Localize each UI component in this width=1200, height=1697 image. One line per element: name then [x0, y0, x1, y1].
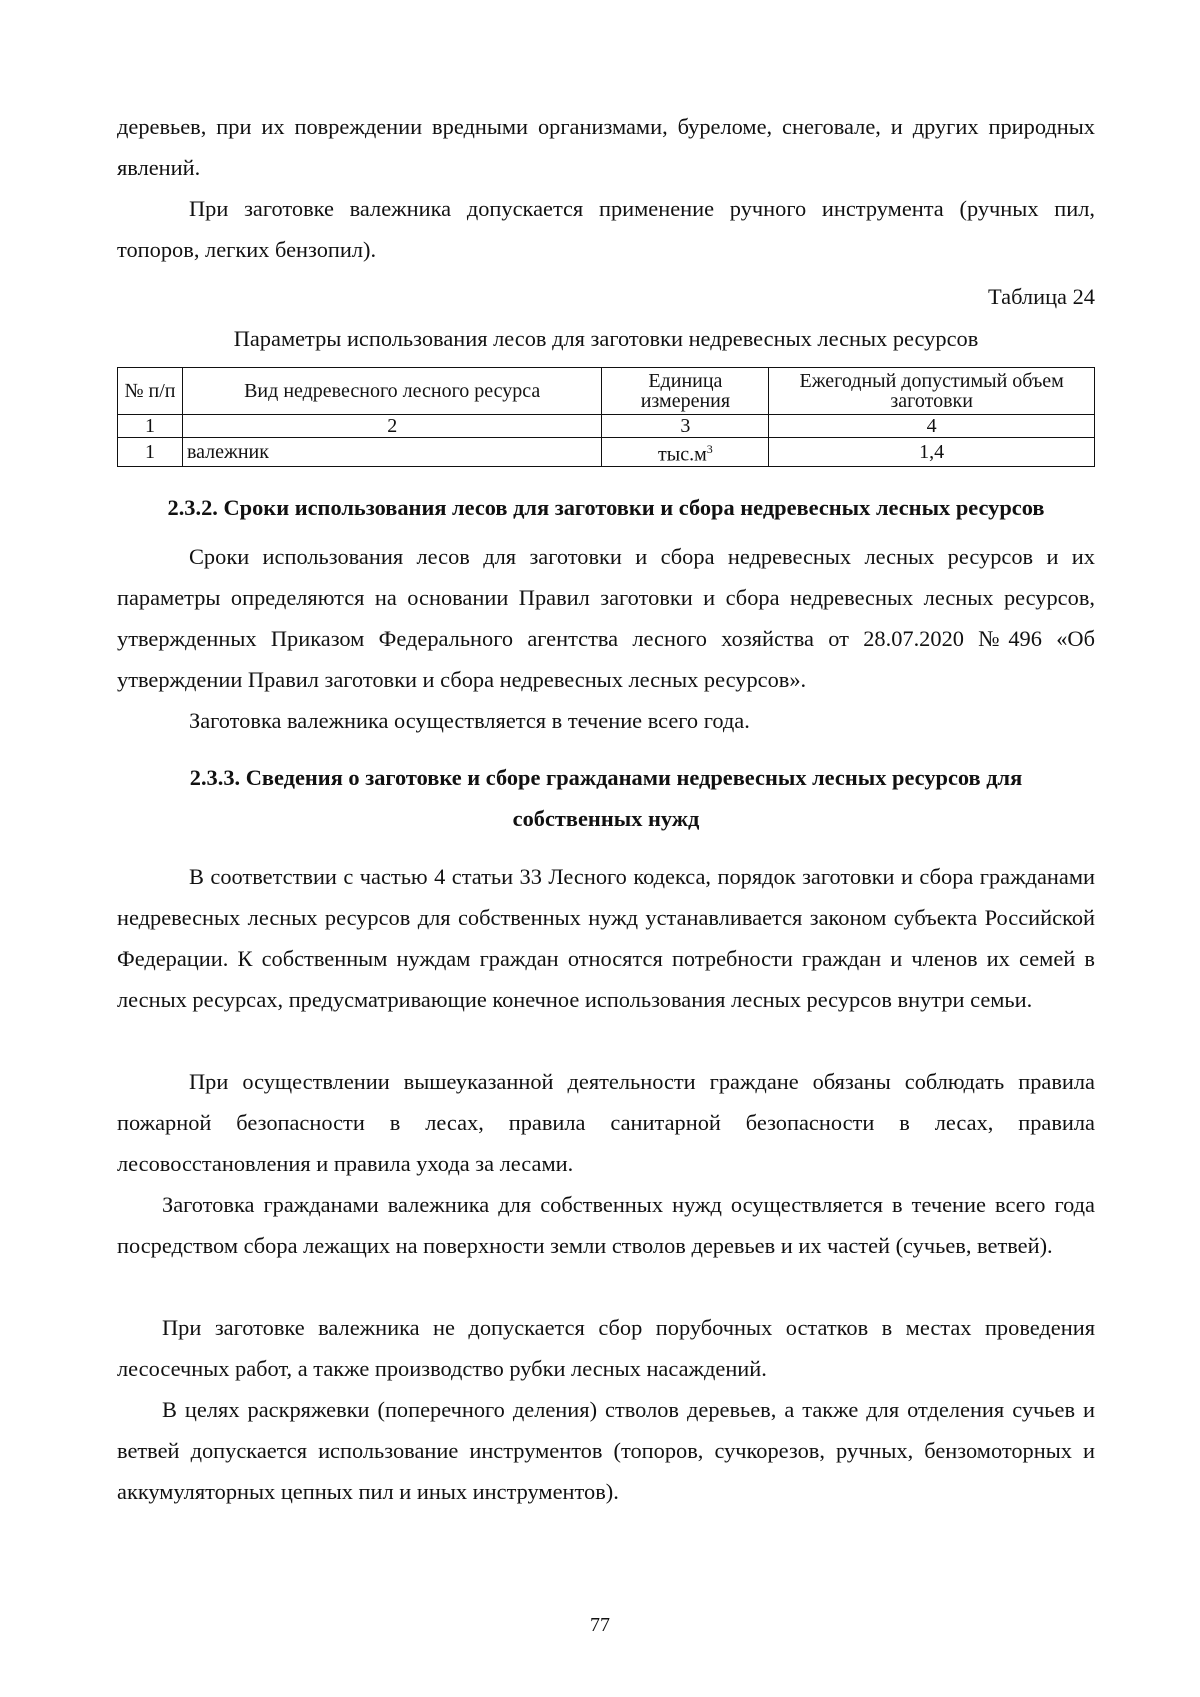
- row-unit: [602, 438, 769, 467]
- table-caption: Параметры использования лесов для заготовки недревесных лесных ресурсов: [233, 326, 979, 351]
- index-cell: 4: [769, 415, 1095, 438]
- section-232-heading: 2.3.2. Сроки использования лесов для заготовки и сбора недревесных лесных ресурсов: [167, 495, 1045, 520]
- header-volume: Ежегодный допустимый объем заготовки: [769, 368, 1095, 415]
- row-volume: 1,4: [769, 438, 1095, 467]
- section-233-heading-line1: 2.3.3. Сведения о заготовке и сборе гражданами недревесных лесных ресурсов для: [189, 765, 1023, 790]
- section-233-paragraph-4: При заготовке валежника не допускается сбор порубочных остатков в местах проведения лесосечных работ, а также производство рубки лесных насаждений.: [117, 1315, 1095, 1381]
- page-number: 77: [590, 1614, 610, 1636]
- header-resource: Вид недревесного лесного ресурса: [182, 368, 602, 415]
- section-233-heading-line2: собственных нужд: [512, 806, 700, 831]
- table-header-row: [118, 368, 1095, 415]
- unit-superscript: 3: [706, 442, 713, 456]
- header-unit: Единица измерения: [602, 368, 769, 415]
- parameters-table: [117, 367, 1095, 467]
- header-num: № п/п: [118, 368, 183, 415]
- section-233-paragraph-2: При осуществлении вышеуказанной деятельности граждане обязаны соблюдать правила пожарной безопасности в лесах, правила санитарной безопасности в лесах, правила лесовосстановления и правила ухода за лесами.: [117, 1069, 1095, 1176]
- paragraph-continuation: деревьев, при их повреждении вредными организмами, буреломе, снеговале, и других природных явлений.: [117, 114, 1095, 180]
- table-index-row: [118, 415, 1095, 438]
- row-num: 1: [118, 438, 183, 467]
- section-233-paragraph-5: В целях раскряжевки (поперечного деления) стволов деревьев, а также для отделения сучьев и ветвей допускается использование инструментов (топоров, сучкорезов, ручных, бензомоторных и аккумуляторных цепных пил и иных инструментов).: [117, 1397, 1095, 1504]
- index-cell: 3: [602, 415, 769, 438]
- section-232-paragraph-2: Заготовка валежника осуществляется в течение всего года.: [189, 708, 750, 733]
- index-cell: 2: [182, 415, 602, 438]
- unit-base: тыс.м: [658, 443, 707, 466]
- paragraph-tools: При заготовке валежника допускается применение ручного инструмента (ручных пил, топоров, легких бензопил).: [117, 196, 1095, 262]
- index-cell: 1: [118, 415, 183, 438]
- section-233-paragraph-1: В соответствии с частью 4 статьи 33 Лесного кодекса, порядок заготовки и сбора гражданами недревесных лесных ресурсов для собственных нужд устанавливается законом субъекта Российской Федерации. К собственным нуждам граждан относятся потребности граждан и членов их семей в лесных ресурсах, предусматривающие конечное использования лесных ресурсов внутри семьи.: [117, 864, 1095, 1012]
- section-233-paragraph-3: Заготовка гражданами валежника для собственных нужд осуществляется в течение всего года посредством сбора лежащих на поверхности земли стволов деревьев и их частей (сучьев, ветвей).: [117, 1192, 1095, 1258]
- table-label: Таблица 24: [988, 284, 1095, 309]
- table-row: [118, 438, 1095, 467]
- row-resource: валежник: [182, 438, 602, 467]
- section-232-paragraph-1: Сроки использования лесов для заготовки и сбора недревесных лесных ресурсов и их параметры определяются на основании Правил заготовки и сбора недревесных лесных ресурсов, утвержденных Приказом Федерального агентства лесного хозяйства от 28.07.2020 №496 «Об утверждении Правил заготовки и сбора недревесных лесных ресурсов».: [117, 544, 1095, 692]
